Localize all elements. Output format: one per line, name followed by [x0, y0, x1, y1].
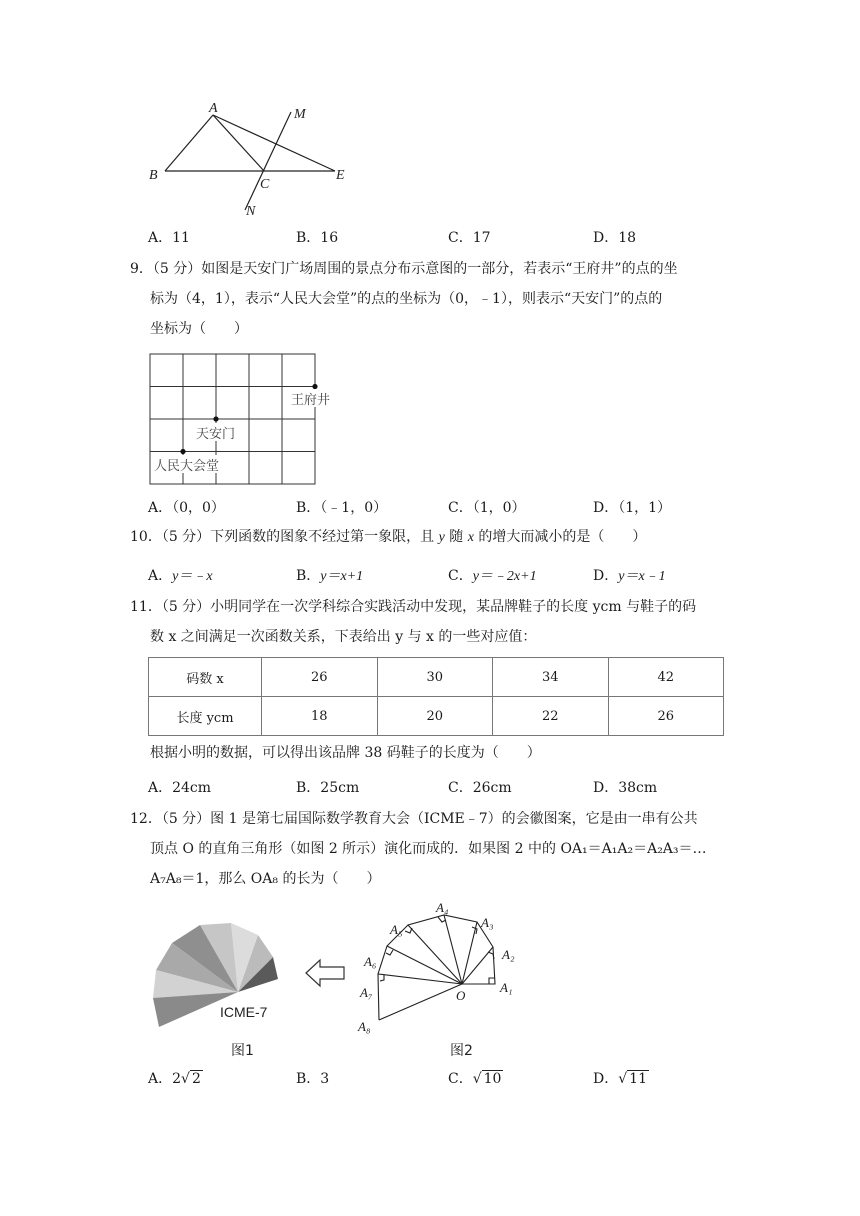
label-a: A — [209, 101, 218, 116]
q10-option-a: A．y＝﹣x — [148, 568, 213, 584]
sqrt-icon: √ 10 — [472, 1071, 502, 1087]
q11-line-3: 根据小明的数据，可以得出该品牌 38 码鞋子的长度为（ ） — [150, 745, 541, 761]
q11-option-a: A．24cm — [148, 780, 212, 796]
label-m: M — [294, 107, 306, 122]
figure-2-caption: 图2 — [450, 1043, 473, 1059]
label-a1: A₁ — [500, 980, 513, 995]
spiral-triangles-figure — [350, 900, 530, 1060]
point-tiananmen — [213, 416, 218, 421]
q8-option-b: B．16 — [296, 230, 339, 246]
point-renmin — [180, 449, 185, 454]
q12-option-c: C．√ 10 — [448, 1071, 502, 1087]
q10-option-b: B．y＝x+1 — [296, 568, 364, 584]
label-o: O — [456, 988, 466, 1003]
label-renmin: 人民大会堂 — [154, 459, 220, 474]
label-a6: A₆ — [364, 954, 377, 969]
q10-option-d: D．y＝x﹣1 — [593, 568, 666, 584]
icme-logo-figure — [148, 915, 353, 1060]
label-c: C — [260, 177, 270, 192]
figure-1-caption: 图1 — [231, 1043, 254, 1059]
q11-option-d: D．38cm — [593, 780, 658, 796]
question-9 — [130, 254, 730, 344]
q9-line-2: 标为（4，1），表示“人民大会堂”的点的坐标为（0，﹣1），则表示“天安门”的点的 — [150, 291, 663, 307]
question-10 — [130, 522, 730, 553]
q12-line-1: 12．（5 分）图 1 是第七届国际数学教育大会（ICME﹣7）的会徽图案，它是由一串有公共 — [130, 811, 698, 827]
q10-mid: 随 — [444, 529, 468, 545]
label-e: E — [336, 168, 345, 183]
q11-option-c: C．26cm — [448, 780, 512, 796]
sqrt-icon: √ 11 — [618, 1071, 647, 1087]
table-cell: 42 — [608, 658, 724, 697]
q9-option-c: C．（1，0） — [448, 500, 526, 516]
q12-line-2: 顶点 O 的直角三角形（如图 2 所示）演化而成的．如果图 2 中的 OA₁＝A₁A₂＝A₂A₃＝… — [150, 841, 707, 857]
table-row — [149, 658, 724, 697]
point-wangfujing — [312, 384, 317, 389]
map-grid — [148, 352, 358, 487]
label-a4: A₄ — [436, 900, 449, 915]
q12-option-d: D．√ 11 — [593, 1071, 647, 1087]
q11-option-b: B．25cm — [296, 780, 360, 796]
table-cell: 30 — [377, 658, 493, 697]
triangle-figure — [140, 100, 370, 225]
q10-y: y — [438, 530, 445, 545]
label-a8: A₈ — [358, 1019, 371, 1034]
q9-option-b: B．（﹣1，0） — [296, 500, 388, 516]
table-cell: 26 — [262, 658, 378, 697]
label-wangfujing: 王府井 — [291, 393, 331, 408]
sqrt-icon: √ 2 — [181, 1071, 201, 1087]
table-cell: 34 — [493, 658, 609, 697]
q11-line-1: 11．（5 分）小明同学在一次学科综合实践活动中发现，某品牌鞋子的长度 ycm 与鞋子的码 — [130, 599, 697, 615]
q11-line-2: 数 x 之间满足一次函数关系，下表给出 y 与 x 的一些对应值： — [150, 629, 537, 645]
icme-text: ICME-7 — [220, 1004, 268, 1020]
q10-prefix: 10．（5 分）下列函数的图象不经过第一象限，且 — [130, 529, 439, 545]
q8-option-d: D．18 — [593, 230, 637, 246]
q10-suffix: 的增大而减小的是（ ） — [473, 529, 647, 545]
label-a2: A₂ — [502, 947, 515, 962]
table-header-cell: 码数 x — [149, 658, 262, 697]
label-a7: A₇ — [360, 985, 373, 1000]
q9-option-a: A．（0，0） — [148, 500, 225, 516]
question-12 — [130, 804, 730, 894]
q9-line-1: 9．（5 分）如图是天安门广场周围的景点分布示意图的一部分，若表示“王府井”的点的坐 — [130, 261, 678, 277]
q8-option-a: A．11 — [148, 230, 190, 246]
q12-line-3: A₇A₈＝1，那么 OA₈ 的长为（ ） — [150, 871, 381, 887]
q10-option-c: C．y＝﹣2x+1 — [448, 568, 537, 584]
table-row — [149, 697, 724, 736]
question-11 — [130, 592, 730, 652]
q9-option-d: D．（1，1） — [593, 500, 672, 516]
q12-option-a: A．2√ 2 — [148, 1071, 201, 1087]
q10-x: x — [467, 530, 474, 545]
table-cell: 18 — [262, 697, 378, 736]
shoe-size-table — [148, 657, 724, 736]
label-b: B — [149, 168, 158, 183]
q8-option-c: C．17 — [448, 230, 491, 246]
q12-option-b: B．3 — [296, 1071, 330, 1087]
table-header-cell: 长度 ycm — [149, 697, 262, 736]
table-cell: 20 — [377, 697, 493, 736]
label-tiananmen: 天安门 — [196, 427, 236, 442]
label-n: N — [246, 204, 256, 219]
label-a3: A₃ — [481, 915, 494, 930]
label-a5: A₅ — [390, 922, 403, 937]
table-cell: 26 — [608, 697, 724, 736]
q9-line-3: 坐标为（ ） — [150, 321, 248, 337]
table-cell: 22 — [493, 697, 609, 736]
